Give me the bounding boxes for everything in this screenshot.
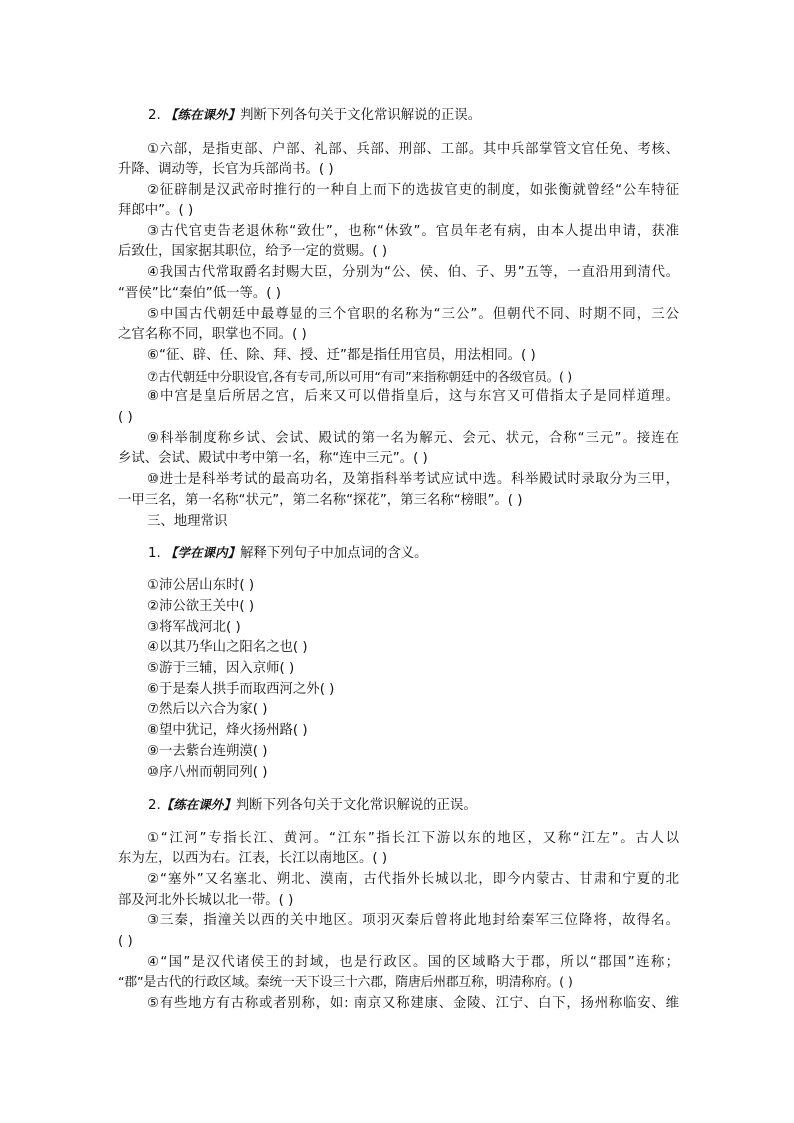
list-item: ③将军战河北( ): [147, 620, 241, 635]
text-line: ⑧中宫是皇后所居之宫，后来又可以借指皇后，这与东宫又可借指太子是同样道理。: [147, 389, 679, 404]
question-header: [148, 543, 428, 564]
question-header: [148, 105, 481, 126]
text-line: 部及河北外长城以北一带。( ): [118, 893, 294, 908]
question-prompt: 解释下列句子中加点词的含义。: [240, 546, 428, 561]
list-item: ⑧望中犹记，烽火扬州路( ): [147, 723, 308, 738]
text-line: 东为左，以西为右。江表，长江以南地区。( ): [118, 851, 388, 866]
text-line: “郡”是古代的行政区域。秦统一天下设三十六郡，隋唐后州郡互称，明清称府。( ): [118, 975, 573, 990]
text-line: ⑥“征、辟、任、除、拜、授、迁”都是指任用官员，用法相同。( ): [147, 348, 536, 363]
text-line: ⑩进士是科举考试的最高功名，及第指科举考试应试中选。科举殿试时录取分为三甲，: [147, 472, 679, 487]
text-line: “晋侯”比“秦伯”低一等。( ): [118, 286, 281, 301]
question-tag: 【练在课外】: [165, 107, 241, 122]
text-line: ⑨科举制度称乡试、会试、殿试的第一名为解元、会元、状元，合称“三元”。接连在: [147, 431, 679, 446]
list-item: ①沛公居山东时( ): [147, 578, 255, 593]
list-item: ④以其乃华山之阳名之也( ): [147, 640, 308, 655]
text-line: ②“塞外”又名塞北、朔北、漠南，古代指外长城以北，即今内蒙古、甘肃和宁夏的北: [147, 872, 679, 887]
text-line: ②征辟制是汉武帝时推行的一种自上而下的选拔官吏的制度，如张衡就曾经“公车特征: [147, 183, 679, 198]
text-line: ①“江河”专指长江、黄河。“江东”指长江下游以东的地区，又称“江左”。古人以: [147, 831, 679, 846]
text-line: ⑦古代朝廷中分职设官,各有专司,所以可用“有司”来指称朝廷中的各级官员。( ): [147, 369, 572, 384]
text-line: 一甲三名，第一名称“状元”，第二名称“探花”，第三名称“榜眼”。( ): [118, 493, 523, 508]
question-header: [148, 795, 477, 816]
question-tag: 【学在课内】: [165, 545, 241, 560]
list-item: ⑦然后以六合为家( ): [147, 702, 268, 717]
text-line: 拜郎中”。( ): [118, 203, 194, 218]
text-line: ( ): [118, 410, 133, 425]
question-prompt: 判断下列各句关于文化常识解说的正误。: [240, 108, 482, 123]
text-line: ①六部，是指吏部、户部、礼部、兵部、刑部、工部。其中兵部掌管文官任免、考核、: [147, 142, 679, 157]
question-prompt: 判断下列各句关于文化常识解说的正误。: [235, 798, 477, 813]
question-number: 2.: [148, 798, 161, 813]
text-line: ⑤中国古代朝廷中最尊显的三个官职的名称为“三公”。但朝代不同、时期不同，三公: [147, 307, 679, 322]
text-line: ③古代官吏告老退休称“致仕”，也称“休致”。官员年老有病，由本人提出申请，获准: [147, 224, 679, 239]
list-item: ⑤游于三辅，因入京师( ): [147, 661, 295, 676]
text-line: ④“国”是汉代诸侯王的封域，也是行政区。国的区域略大于郡，所以“郡国”连称；: [147, 955, 679, 970]
list-item: ⑩序八州而朝同列( ): [147, 765, 268, 780]
question-number: 1.: [148, 546, 161, 561]
text-line: ③三秦，指潼关以西的关中地区。项羽灭秦后曾将此地封给秦军三位降将，故得名。: [147, 913, 679, 928]
text-line: 乡试、会试、殿试中考中第一名，称“连中三元”。( ): [118, 451, 428, 466]
question-tag: 【练在课外】: [160, 797, 236, 812]
text-line: 后致仕，国家据其职位，给予一定的赏赐。( ): [118, 244, 388, 259]
list-item: ②沛公欲王关中( ): [147, 599, 255, 614]
list-item: ⑥于是秦人拱手而取西河之外( ): [147, 682, 335, 697]
text-line: 升降、调动等，长官为兵部尚书。( ): [118, 162, 334, 177]
text-line: ( ): [118, 934, 133, 949]
question-number: 2.: [148, 108, 161, 123]
section-heading: 三、地理常识: [147, 514, 228, 529]
text-line: 之官名称不同，职掌也不同。( ): [118, 327, 307, 342]
text-line: ④我国古代常取爵名封赐大臣，分别为“公、侯、伯、子、男”五等，一直沿用到清代。: [147, 265, 679, 280]
text-line: ⑤有些地方有古称或者别称，如: 南京又称建康、金陵、江宁、白下，扬州称临安、维: [147, 996, 679, 1011]
list-item: ⑨一去紫台连朔漠( ): [147, 744, 268, 759]
